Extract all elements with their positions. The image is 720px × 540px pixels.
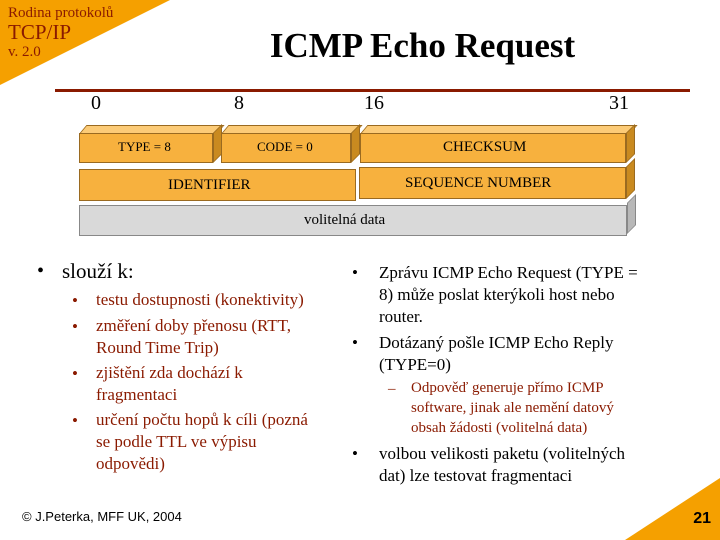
data-field-label: volitelná data — [304, 212, 386, 228]
right-point-2: Dotázaný pošle ICMP Echo Reply (TYPE=0) — [379, 333, 614, 374]
bit-label-8: 8 — [234, 92, 244, 114]
bullet-dot: • — [352, 263, 358, 282]
bullet-dot: • — [352, 444, 358, 463]
corner-decoration-bottom-right — [625, 478, 720, 540]
sequence-field-label: SEQUENCE NUMBER — [405, 175, 552, 191]
right-point-1: Zprávu ICMP Echo Request (TYPE = 8) může poslat kterýkoli host nebo router. — [379, 263, 638, 326]
sequence-field-side — [626, 158, 635, 199]
identifier-field — [79, 169, 356, 201]
type-field-label: TYPE = 8 — [118, 139, 171, 154]
bullet-dot: • — [37, 260, 45, 282]
bit-label-16: 16 — [364, 92, 384, 114]
data-field — [79, 205, 627, 236]
series-name: TCP/IP — [8, 20, 72, 44]
bullet-dot: • — [352, 333, 358, 352]
identifier-field-label: IDENTIFIER — [168, 177, 251, 193]
version-label: v. 2.0 — [8, 44, 41, 60]
slide-title: ICMP Echo Request — [269, 26, 576, 65]
page-number: 21 — [693, 510, 711, 527]
checksum-field-side — [626, 124, 635, 163]
right-subpoint: Odpověď generuje přímo ICMP software, jinak ale nemění datový obsah žádosti (volitelná data) — [411, 380, 614, 436]
sub-bullet-icon: • — [72, 317, 78, 336]
sub-bullet-icon: • — [72, 291, 78, 310]
dash-icon: – — [388, 381, 396, 397]
left-item-3: zjištění zda dochází k fragmentaci — [96, 363, 243, 404]
checksum-field-label: CHECKSUM — [443, 139, 527, 155]
checksum-field — [360, 133, 626, 163]
left-item-2: změření doby přenosu (RTT, Round Time Trip) — [96, 316, 292, 357]
copyright-footer: © J.Peterka, MFF UK, 2004 — [22, 509, 182, 524]
sub-bullet-icon: • — [72, 364, 78, 383]
code-field — [221, 133, 351, 163]
code-field-label: CODE = 0 — [257, 139, 313, 154]
sub-bullet-icon: • — [72, 411, 78, 430]
type-field — [79, 133, 213, 163]
data-field-side — [627, 194, 636, 234]
series-title: Rodina protokolů — [8, 5, 114, 21]
bit-label-31: 31 — [609, 92, 629, 114]
sequence-field — [359, 167, 626, 199]
left-item-4: určení počtu hopů k cíli (pozná se podle TTL ve výpisu odpovědi) — [96, 410, 308, 473]
right-point-3: volbou velikosti paketu (volitelných dat) lze testovat fragmentaci — [379, 444, 625, 485]
left-heading: slouží k: — [62, 259, 134, 283]
left-item-1: testu dostupnosti (konektivity) — [96, 290, 304, 309]
code-field-side — [351, 124, 360, 163]
bit-label-0: 0 — [91, 92, 101, 114]
